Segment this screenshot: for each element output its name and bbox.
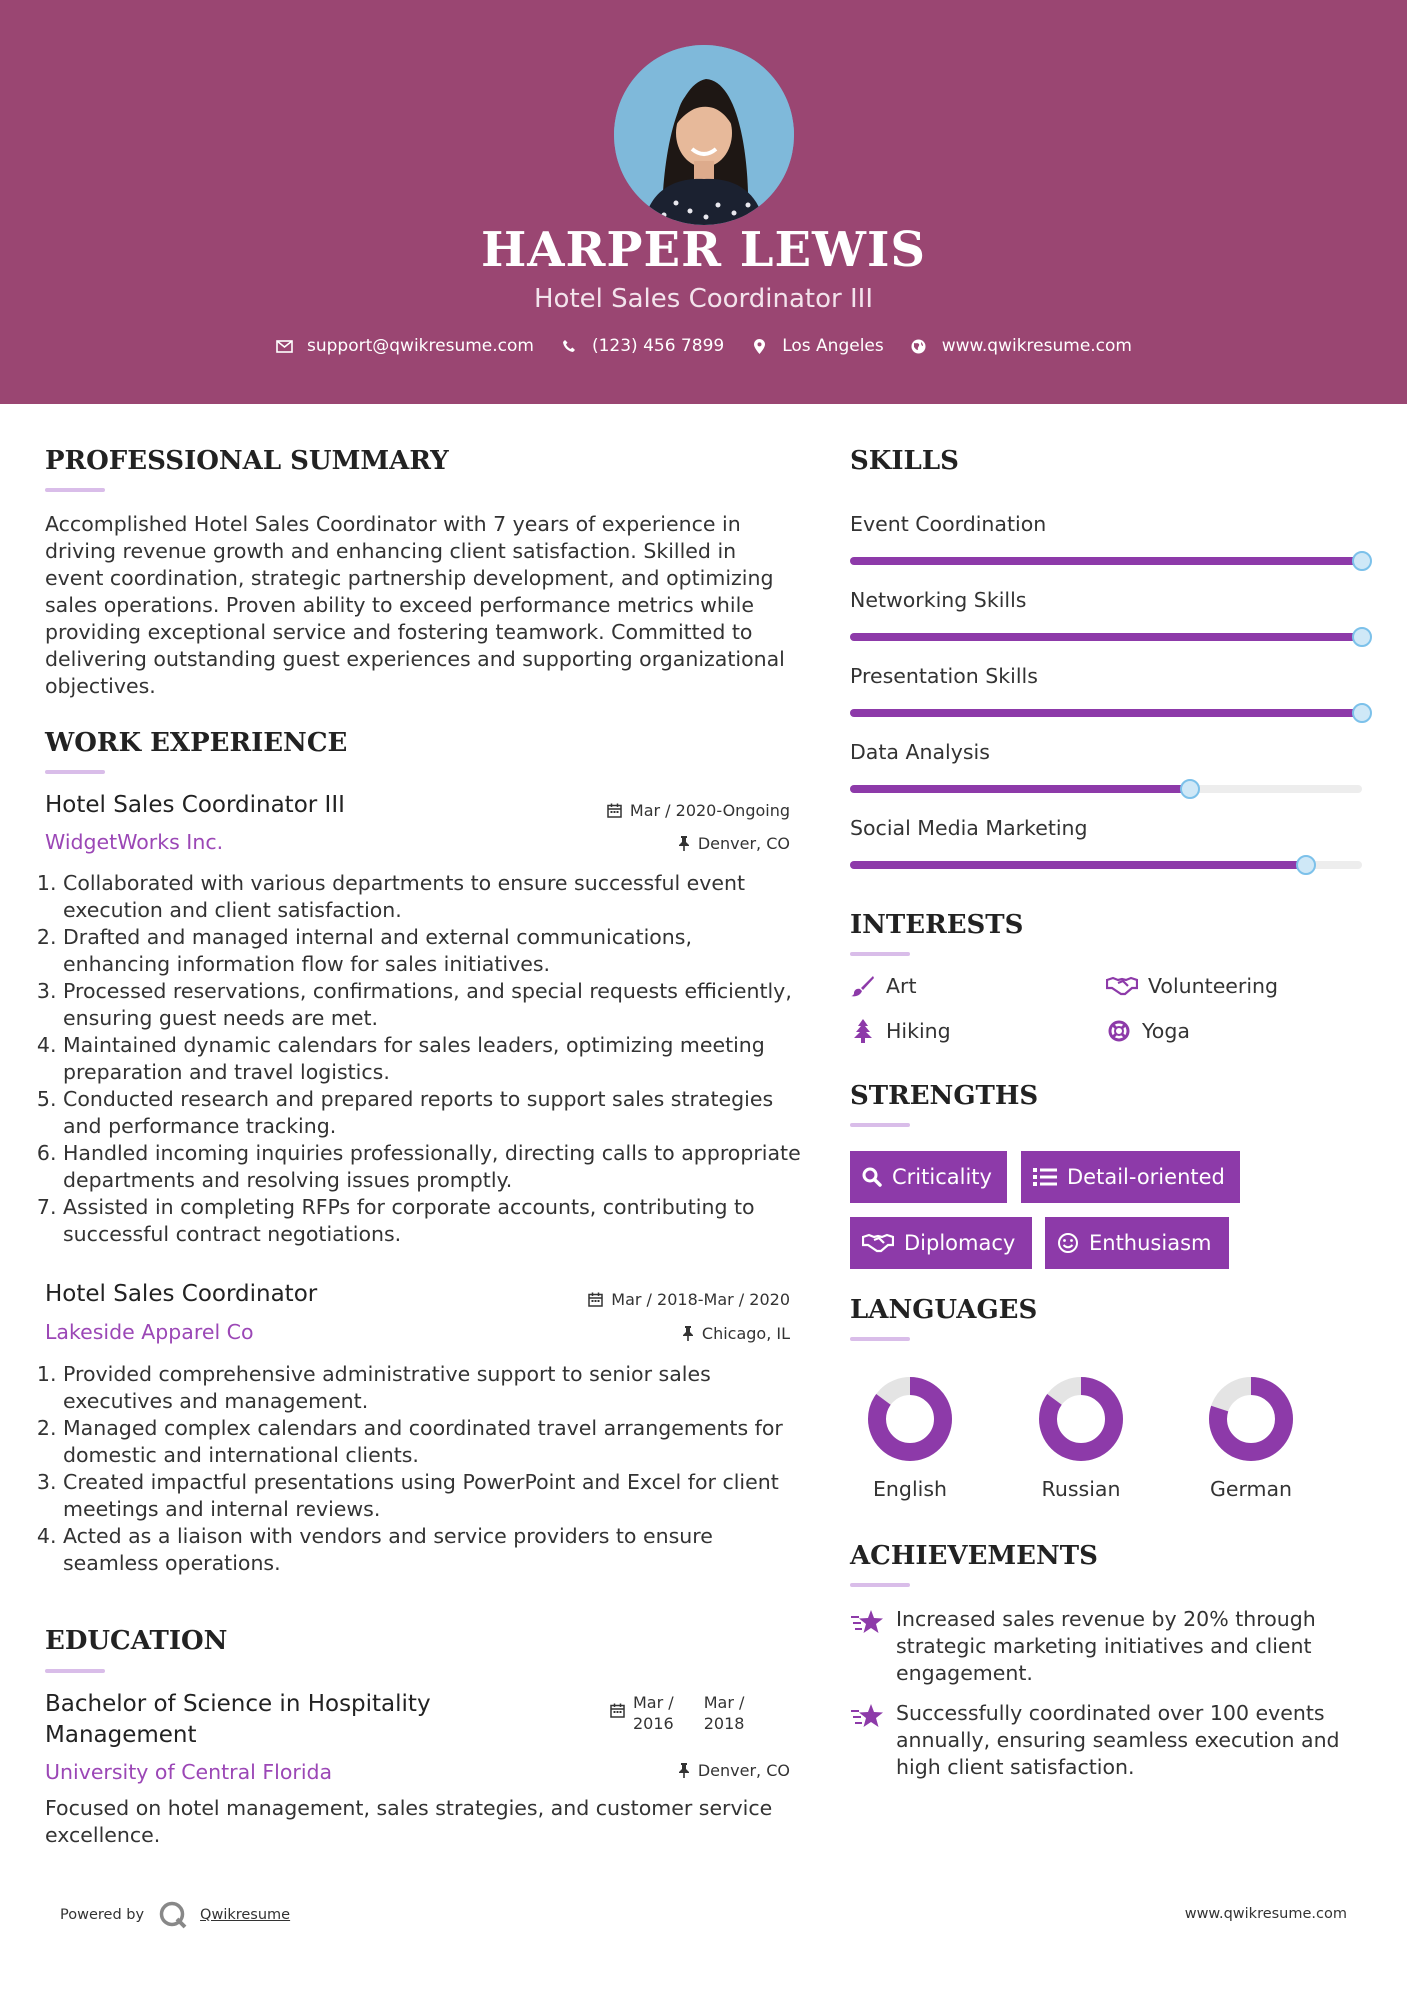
skill-bar	[850, 785, 1362, 793]
job-dates	[520, 1290, 790, 1309]
language-item	[1016, 1375, 1146, 1501]
skill-level-knob	[1352, 703, 1372, 723]
skill-level-knob	[1296, 855, 1316, 875]
job-location-text: Denver, CO	[697, 834, 790, 853]
job-dates-text: Mar / 2018-Mar / 2020	[611, 1290, 790, 1309]
interest-volunteering	[1106, 974, 1278, 998]
strength-tag	[1021, 1151, 1240, 1203]
contact-email-text: support@qwikresume.com	[307, 336, 534, 356]
list-item: 5. Conducted research and prepared reports to support sales strategies and performance tracking.	[63, 1086, 805, 1140]
interest-label: Art	[886, 974, 917, 998]
job-title: Hotel Sales Coordinator	[45, 1281, 318, 1307]
contact-email[interactable]	[275, 336, 534, 356]
education-end-year: 2018	[703, 1714, 745, 1733]
list-item: 1. Provided comprehensive administrative support to senior sales executives and management.	[63, 1361, 805, 1415]
lifebuoy-icon	[1106, 1019, 1132, 1043]
contact-phone[interactable]	[560, 336, 724, 356]
achievements-title: ACHIEVEMENTS	[850, 1541, 1098, 1571]
strength-tag	[850, 1151, 1007, 1203]
list-item: 6. Handled incoming inquiries professionally, directing calls to appropriate departments and resolving issues promptly.	[63, 1140, 805, 1194]
smile-icon	[1057, 1232, 1079, 1254]
profile-photo	[614, 45, 794, 225]
experience-title: WORK EXPERIENCE	[45, 728, 348, 758]
achievement-item	[850, 1606, 1360, 1687]
contact-location-text: Los Angeles	[782, 336, 884, 356]
calendar-icon	[607, 803, 622, 818]
strength-label: Enthusiasm	[1089, 1231, 1212, 1255]
skill-bar	[850, 861, 1362, 869]
interest-hiking	[850, 1019, 951, 1043]
education-end-month: Mar /	[703, 1693, 745, 1712]
achievements-rule	[850, 1583, 910, 1587]
contact-phone-text: (123) 456 7899	[591, 336, 725, 356]
degree-line-1: Bachelor of Science in Hospitality	[45, 1691, 431, 1717]
handshake-icon	[862, 1233, 894, 1253]
pushpin-icon	[682, 1326, 694, 1341]
list-item: 3. Processed reservations, confirmations, and special requests efficiently, ensuring guest needs are met.	[63, 978, 805, 1032]
education-location	[520, 1761, 790, 1780]
skill-label: Networking Skills	[850, 588, 1027, 612]
education-rule	[45, 1669, 105, 1673]
skill-bar-fill	[850, 709, 1362, 717]
envelope-icon	[275, 337, 293, 355]
skill-bar-fill	[850, 633, 1362, 641]
education-dates	[610, 1692, 744, 1734]
education-end	[704, 1692, 745, 1734]
strength-tag	[850, 1217, 1032, 1269]
tree-icon	[850, 1019, 876, 1043]
language-name: Russian	[1041, 1477, 1121, 1501]
list-item: 2. Drafted and managed internal and external communications, enhancing information flow for sales initiatives.	[63, 924, 805, 978]
contact-location	[750, 336, 884, 356]
skill-bar-fill	[850, 785, 1190, 793]
globe-icon	[910, 337, 928, 355]
strength-label: Diplomacy	[904, 1231, 1016, 1255]
achievement-text: Successfully coordinated over 100 events annually, ensuring seamless execution and high client satisfaction.	[896, 1701, 1340, 1779]
job-dates-text: Mar / 2020-Ongoing	[629, 801, 790, 820]
language-donut	[866, 1375, 954, 1463]
contact-website[interactable]	[910, 336, 1132, 356]
experience-rule	[45, 770, 105, 774]
candidate-name: HARPER LEWIS	[480, 222, 927, 278]
candidate-role: Hotel Sales Coordinator III	[533, 284, 873, 314]
skill-level-knob	[1352, 627, 1372, 647]
job-dates	[520, 801, 790, 820]
list-item: 7. Assisted in completing RFPs for corporate accounts, contributing to successful contract negotiations.	[63, 1194, 805, 1248]
skill-bar	[850, 557, 1362, 565]
language-donut	[1207, 1375, 1295, 1463]
strength-label: Criticality	[892, 1165, 992, 1189]
skill-bar	[850, 709, 1362, 717]
footer-website[interactable]: www.qwikresume.com	[1184, 1906, 1347, 1922]
star-icon	[850, 1700, 884, 1781]
language-item	[845, 1375, 975, 1501]
skill-label: Social Media Marketing	[850, 816, 1088, 840]
interest-label: Volunteering	[1148, 974, 1279, 998]
languages-title: LANGUAGES	[850, 1295, 1038, 1325]
interest-label: Yoga	[1142, 1019, 1190, 1043]
skill-bar	[850, 633, 1362, 641]
job-location	[520, 1324, 790, 1343]
paint-brush-icon	[850, 974, 876, 998]
language-name: German	[1209, 1477, 1293, 1501]
languages-rule	[850, 1337, 910, 1341]
skill-label: Data Analysis	[850, 740, 990, 764]
skill-level-knob	[1352, 551, 1372, 571]
contact-bar	[0, 336, 1407, 356]
summary-rule	[45, 488, 105, 492]
degree-line-2: Management	[45, 1722, 197, 1748]
education-text: Focused on hotel management, sales strategies, and customer service excellence.	[45, 1796, 773, 1847]
language-donut	[1037, 1375, 1125, 1463]
achievement-item	[850, 1700, 1360, 1781]
education-start-year: 2016	[633, 1714, 674, 1733]
interests-title: INTERESTS	[850, 910, 1024, 940]
powered-by-label: Powered by	[60, 1907, 145, 1923]
strength-label: Detail-oriented	[1067, 1165, 1225, 1189]
skill-bar-fill	[850, 557, 1362, 565]
job-location	[520, 834, 790, 853]
interests-rule	[850, 952, 910, 956]
pushpin-icon	[678, 836, 690, 851]
skill-label: Event Coordination	[850, 512, 1047, 536]
qwikresume-link[interactable]: Qwikresume	[200, 1907, 291, 1923]
summary-text: Accomplished Hotel Sales Coordinator with 7 years of experience in driving revenue growth and enhancing client satisfaction. Skilled in event coordination, strategic partnership development, and optimizing sales operations. Proven ability to exceed performance metrics while providing exceptional service and fostering teamwork. Committed to delivering outstanding guest experiences and supporting organizational objectives.	[45, 512, 785, 698]
star-icon	[850, 1606, 884, 1687]
skill-label: Presentation Skills	[850, 664, 1038, 688]
job-title: Hotel Sales Coordinator III	[45, 792, 345, 818]
calendar-icon	[610, 1692, 625, 1734]
skill-bar-fill	[850, 861, 1306, 869]
contact-website-text: www.qwikresume.com	[941, 336, 1132, 356]
skill-level-knob	[1180, 779, 1200, 799]
pushpin-icon	[678, 1763, 690, 1778]
list-item: 3. Created impactful presentations using PowerPoint and Excel for client meetings and internal reviews.	[63, 1469, 805, 1523]
list-item: 1. Collaborated with various departments to ensure successful event execution and client satisfaction.	[63, 870, 805, 924]
list-item: 4. Maintained dynamic calendars for sales leaders, optimizing meeting preparation and travel logistics.	[63, 1032, 805, 1086]
school-name: University of Central Florida	[45, 1760, 333, 1784]
education-start-month: Mar /	[633, 1693, 674, 1712]
search-icon	[862, 1167, 882, 1187]
handshake-icon	[1106, 974, 1138, 998]
calendar-icon	[588, 1292, 603, 1307]
language-name: English	[872, 1477, 948, 1501]
interest-art	[850, 974, 917, 998]
resume-header	[0, 0, 1407, 404]
skills-title: SKILLS	[850, 446, 959, 476]
strength-tag	[1045, 1217, 1229, 1269]
qwikresume-logo-icon	[158, 1900, 188, 1930]
job-company: Lakeside Apparel Co	[45, 1320, 254, 1344]
strengths-rule	[850, 1123, 910, 1127]
list-icon	[1033, 1168, 1057, 1186]
education-location-text: Denver, CO	[697, 1761, 790, 1780]
interest-label: Hiking	[886, 1019, 951, 1043]
job-location-text: Chicago, IL	[701, 1324, 790, 1343]
language-item	[1186, 1375, 1316, 1501]
job-bullets	[45, 1361, 805, 1577]
education-start	[633, 1692, 674, 1734]
interest-yoga	[1106, 1019, 1190, 1043]
job-company: WidgetWorks Inc.	[45, 830, 224, 854]
list-item: 2. Managed complex calendars and coordinated travel arrangements for domestic and international clients.	[63, 1415, 805, 1469]
achievement-text: Increased sales revenue by 20% through strategic marketing initiatives and client engagement.	[896, 1607, 1316, 1685]
list-item: 4. Acted as a liaison with vendors and service providers to ensure seamless operations.	[63, 1523, 805, 1577]
strengths-title: STRENGTHS	[850, 1081, 1039, 1111]
powered-by	[60, 1900, 290, 1930]
phone-icon	[560, 337, 578, 355]
education-title: EDUCATION	[45, 1626, 228, 1656]
summary-title: PROFESSIONAL SUMMARY	[45, 446, 449, 476]
map-pin-icon	[750, 337, 768, 355]
job-bullets	[45, 870, 805, 1248]
